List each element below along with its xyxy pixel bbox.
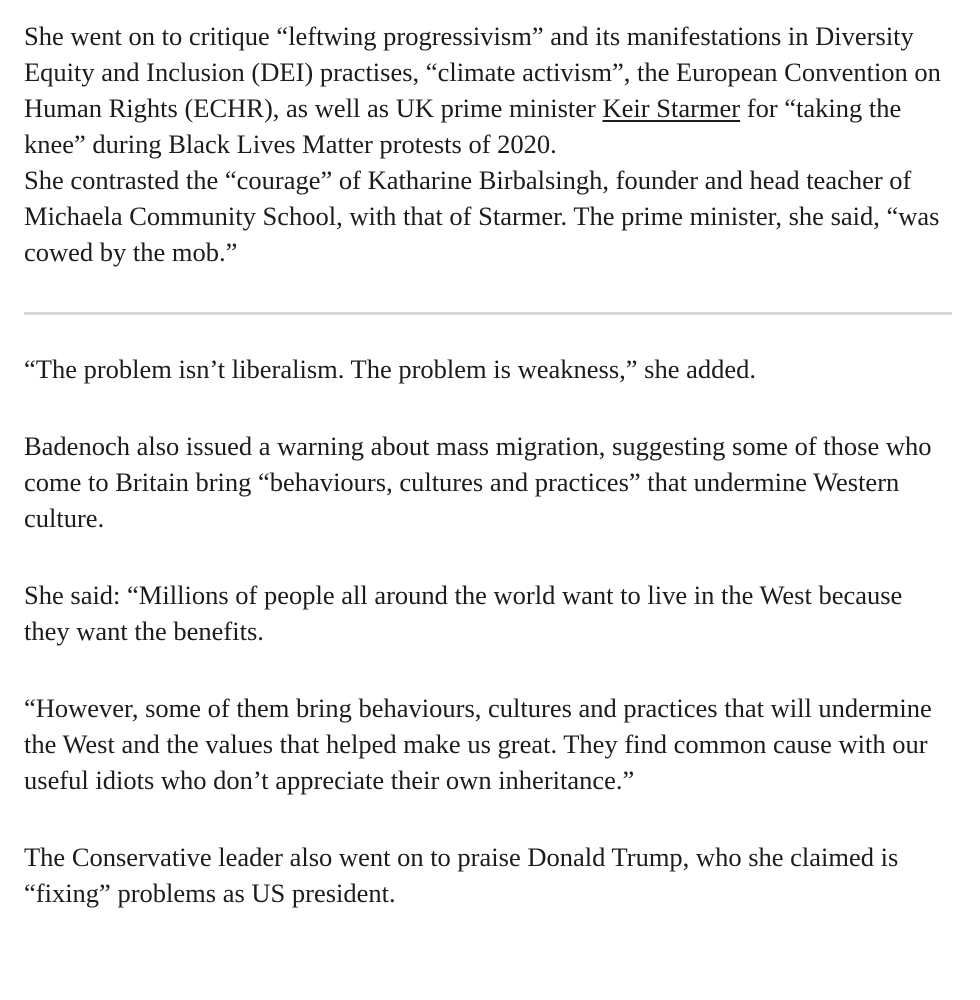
article-body [24, 18, 954, 911]
article-paragraph: The Conservative leader also went on to praise Donald Trump, who she claimed is “fixing” problems as US president. [24, 842, 899, 908]
article-paragraph: “However, some of them bring behaviours, cultures and practices that will undermine the West and the values that helped make us great. They find common cause with our useful idiots who don’t appreciate their own inheritance.” [24, 693, 932, 795]
keir-starmer-link[interactable]: Keir Starmer [602, 93, 741, 123]
article-paragraph: She said: “Millions of people all around the world want to live in the West because they want the benefits. [24, 580, 903, 646]
paragraph-text: She went on to critique “leftwing progressivism” and its manifestations in Diversity Equity and Inclusion (DEI) practises, “climate activism”, the European Convention on Human Rights (ECHR), as well as UK prime minister [24, 21, 941, 123]
article-paragraph: She contrasted the “courage” of Katharine Birbalsingh, founder and head teacher of Michaela Community School, with that of Starmer. The prime minister, she said, “was cowed by the mob.” [24, 165, 940, 267]
paragraph-text: for “taking the knee” during Black Lives Matter protests of 2020. [24, 93, 902, 159]
article-paragraph: Badenoch also issued a warning about mass migration, suggesting some of those who come to Britain bring “behaviours, cultures and practices” that undermine Western culture. [24, 431, 932, 533]
section-divider [24, 312, 952, 315]
article-paragraph: “The problem isn’t liberalism. The problem is weakness,” she added. [24, 354, 756, 384]
article-paragraph [24, 18, 954, 162]
